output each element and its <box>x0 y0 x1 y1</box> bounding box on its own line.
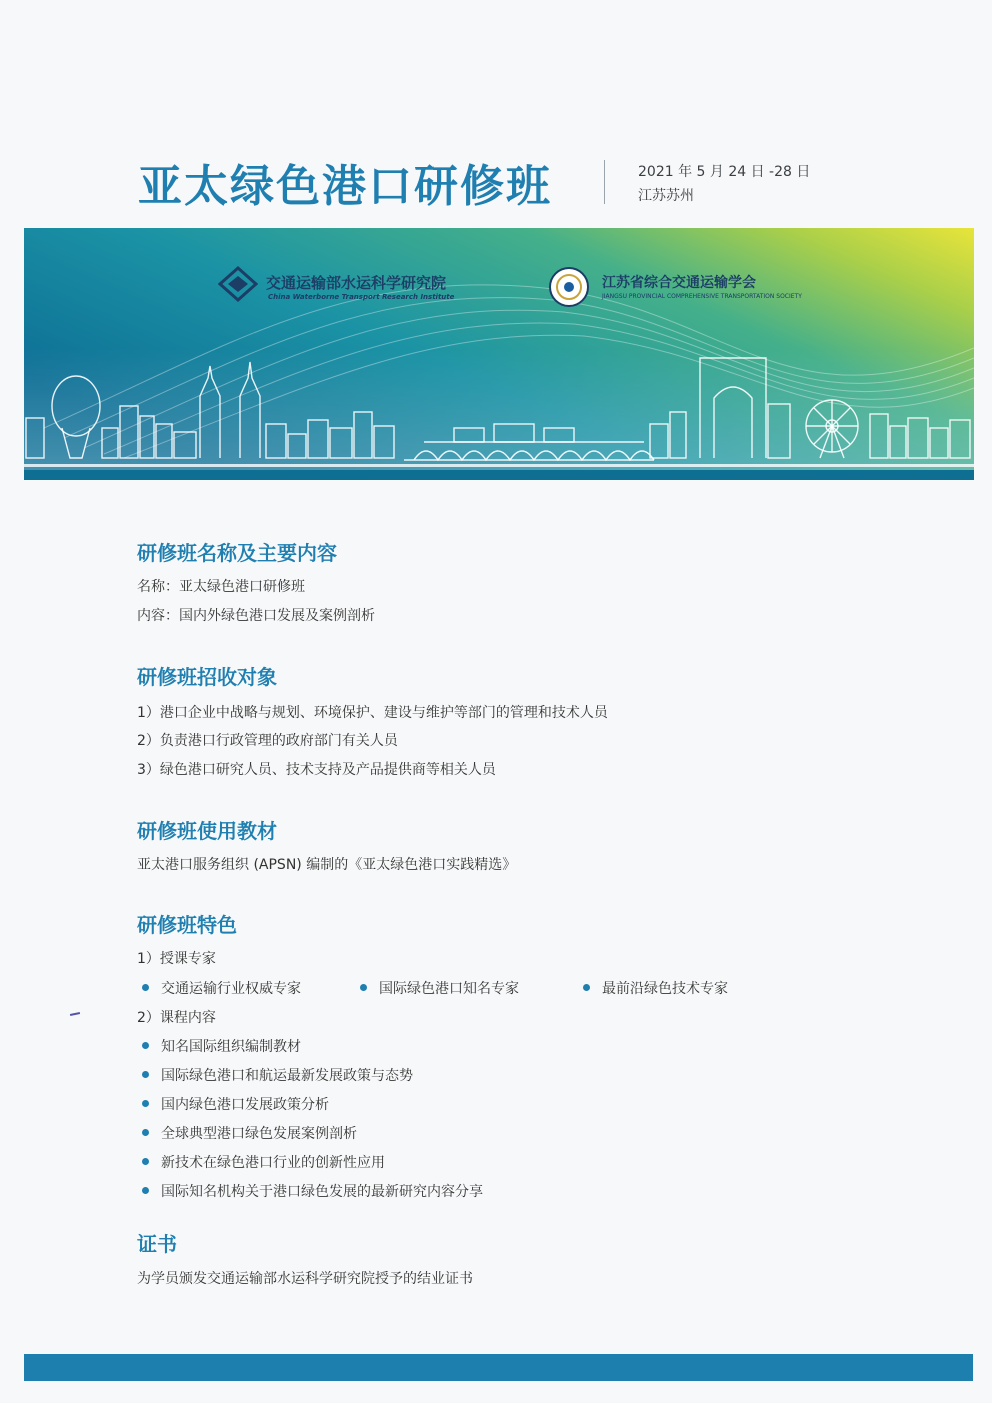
course-item <box>142 1094 329 1114</box>
bullet-dot-icon <box>142 984 149 991</box>
title-divider <box>604 160 605 204</box>
course-item <box>142 1123 357 1143</box>
expert-item-text: 最前沿绿色技术专家 <box>602 981 728 997</box>
bullet-dot-icon <box>142 1042 149 1049</box>
certificate-text: 为学员颁发交通运输部水运科学研究院授予的结业证书 <box>137 1271 473 1287</box>
skyline-illustration <box>24 228 974 480</box>
event-location: 江苏苏州 <box>638 188 694 204</box>
course-item-text: 全球典型港口绿色发展案例剖析 <box>161 1126 357 1142</box>
section-title-features: 研修班特色 <box>137 913 237 937</box>
material-text: 亚太港口服务组织 (APSN) 编制的《亚太绿色港口实践精选》 <box>137 857 517 873</box>
scan-mark <box>70 1012 80 1016</box>
course-item-text: 知名国际组织编制教材 <box>161 1039 301 1055</box>
footer-bar <box>24 1354 973 1381</box>
jiangsu-society-logo <box>548 266 802 312</box>
bullet-dot-icon <box>360 984 367 991</box>
audience-item: 3）绿色港口研究人员、技术支持及产品提供商等相关人员 <box>137 762 496 778</box>
expert-item-text: 国际绿色港口知名专家 <box>379 981 519 997</box>
bullet-dot-icon <box>583 984 590 991</box>
bullet-dot-icon <box>142 1129 149 1136</box>
name-label: 名称： <box>137 579 179 595</box>
course-item <box>142 1152 385 1172</box>
institute-name-cn: 交通运输部水运科学研究院 <box>266 274 447 292</box>
date-location-block <box>638 160 810 208</box>
waterborne-institute-logo <box>218 266 455 308</box>
course-item-text: 国内绿色港口发展政策分析 <box>161 1097 329 1113</box>
course-item-text: 新技术在绿色港口行业的创新性应用 <box>161 1155 385 1171</box>
page-title: 亚太绿色港口研修班 <box>138 161 552 212</box>
content-value: 国内外绿色港口发展及案例剖析 <box>179 608 375 624</box>
section-title-name-content: 研修班名称及主要内容 <box>137 541 337 565</box>
audience-item: 2）负责港口行政管理的政府部门有关人员 <box>137 733 398 749</box>
features-sub-experts: 1）授课专家 <box>137 951 216 967</box>
audience-item: 1）港口企业中战略与规划、环境保护、建设与维护等部门的管理和技术人员 <box>137 705 608 721</box>
features-sub-courses: 2）课程内容 <box>137 1010 216 1026</box>
event-date: 2021 年 5 月 24 日 -28 日 <box>638 164 811 180</box>
course-item-text: 国际知名机构关于港口绿色发展的最新研究内容分享 <box>161 1184 483 1200</box>
society-name-cn: 江苏省综合交通运输学会 <box>602 275 756 291</box>
bullet-dot-icon <box>142 1100 149 1107</box>
expert-item-text: 交通运输行业权威专家 <box>161 981 301 997</box>
society-name-en: JIANGSU PROVINCIAL COMPREHENSIVE TRANSPORTATION SOCIETY <box>602 293 802 300</box>
section-title-certificate: 证书 <box>137 1232 177 1256</box>
institute-emblem-icon <box>218 266 258 304</box>
section-title-audience: 研修班招收对象 <box>137 665 277 689</box>
course-name-line <box>137 576 305 596</box>
expert-item <box>360 978 519 998</box>
course-item <box>142 1036 301 1056</box>
course-item-text: 国际绿色港口和航运最新发展政策与态势 <box>161 1068 413 1084</box>
institute-name-en: China Waterborne Transport Research Institute <box>268 293 455 301</box>
course-item <box>142 1065 413 1085</box>
bullet-dot-icon <box>142 1187 149 1194</box>
name-value: 亚太绿色港口研修班 <box>179 579 305 595</box>
city-skyline-banner <box>24 228 974 480</box>
section-title-material: 研修班使用教材 <box>137 819 277 843</box>
course-content-line <box>137 605 375 625</box>
expert-item <box>142 978 301 998</box>
society-seal-icon <box>548 266 590 308</box>
bullet-dot-icon <box>142 1071 149 1078</box>
expert-item <box>583 978 728 998</box>
bullet-dot-icon <box>142 1158 149 1165</box>
course-item <box>142 1181 483 1201</box>
content-label: 内容： <box>137 608 179 624</box>
